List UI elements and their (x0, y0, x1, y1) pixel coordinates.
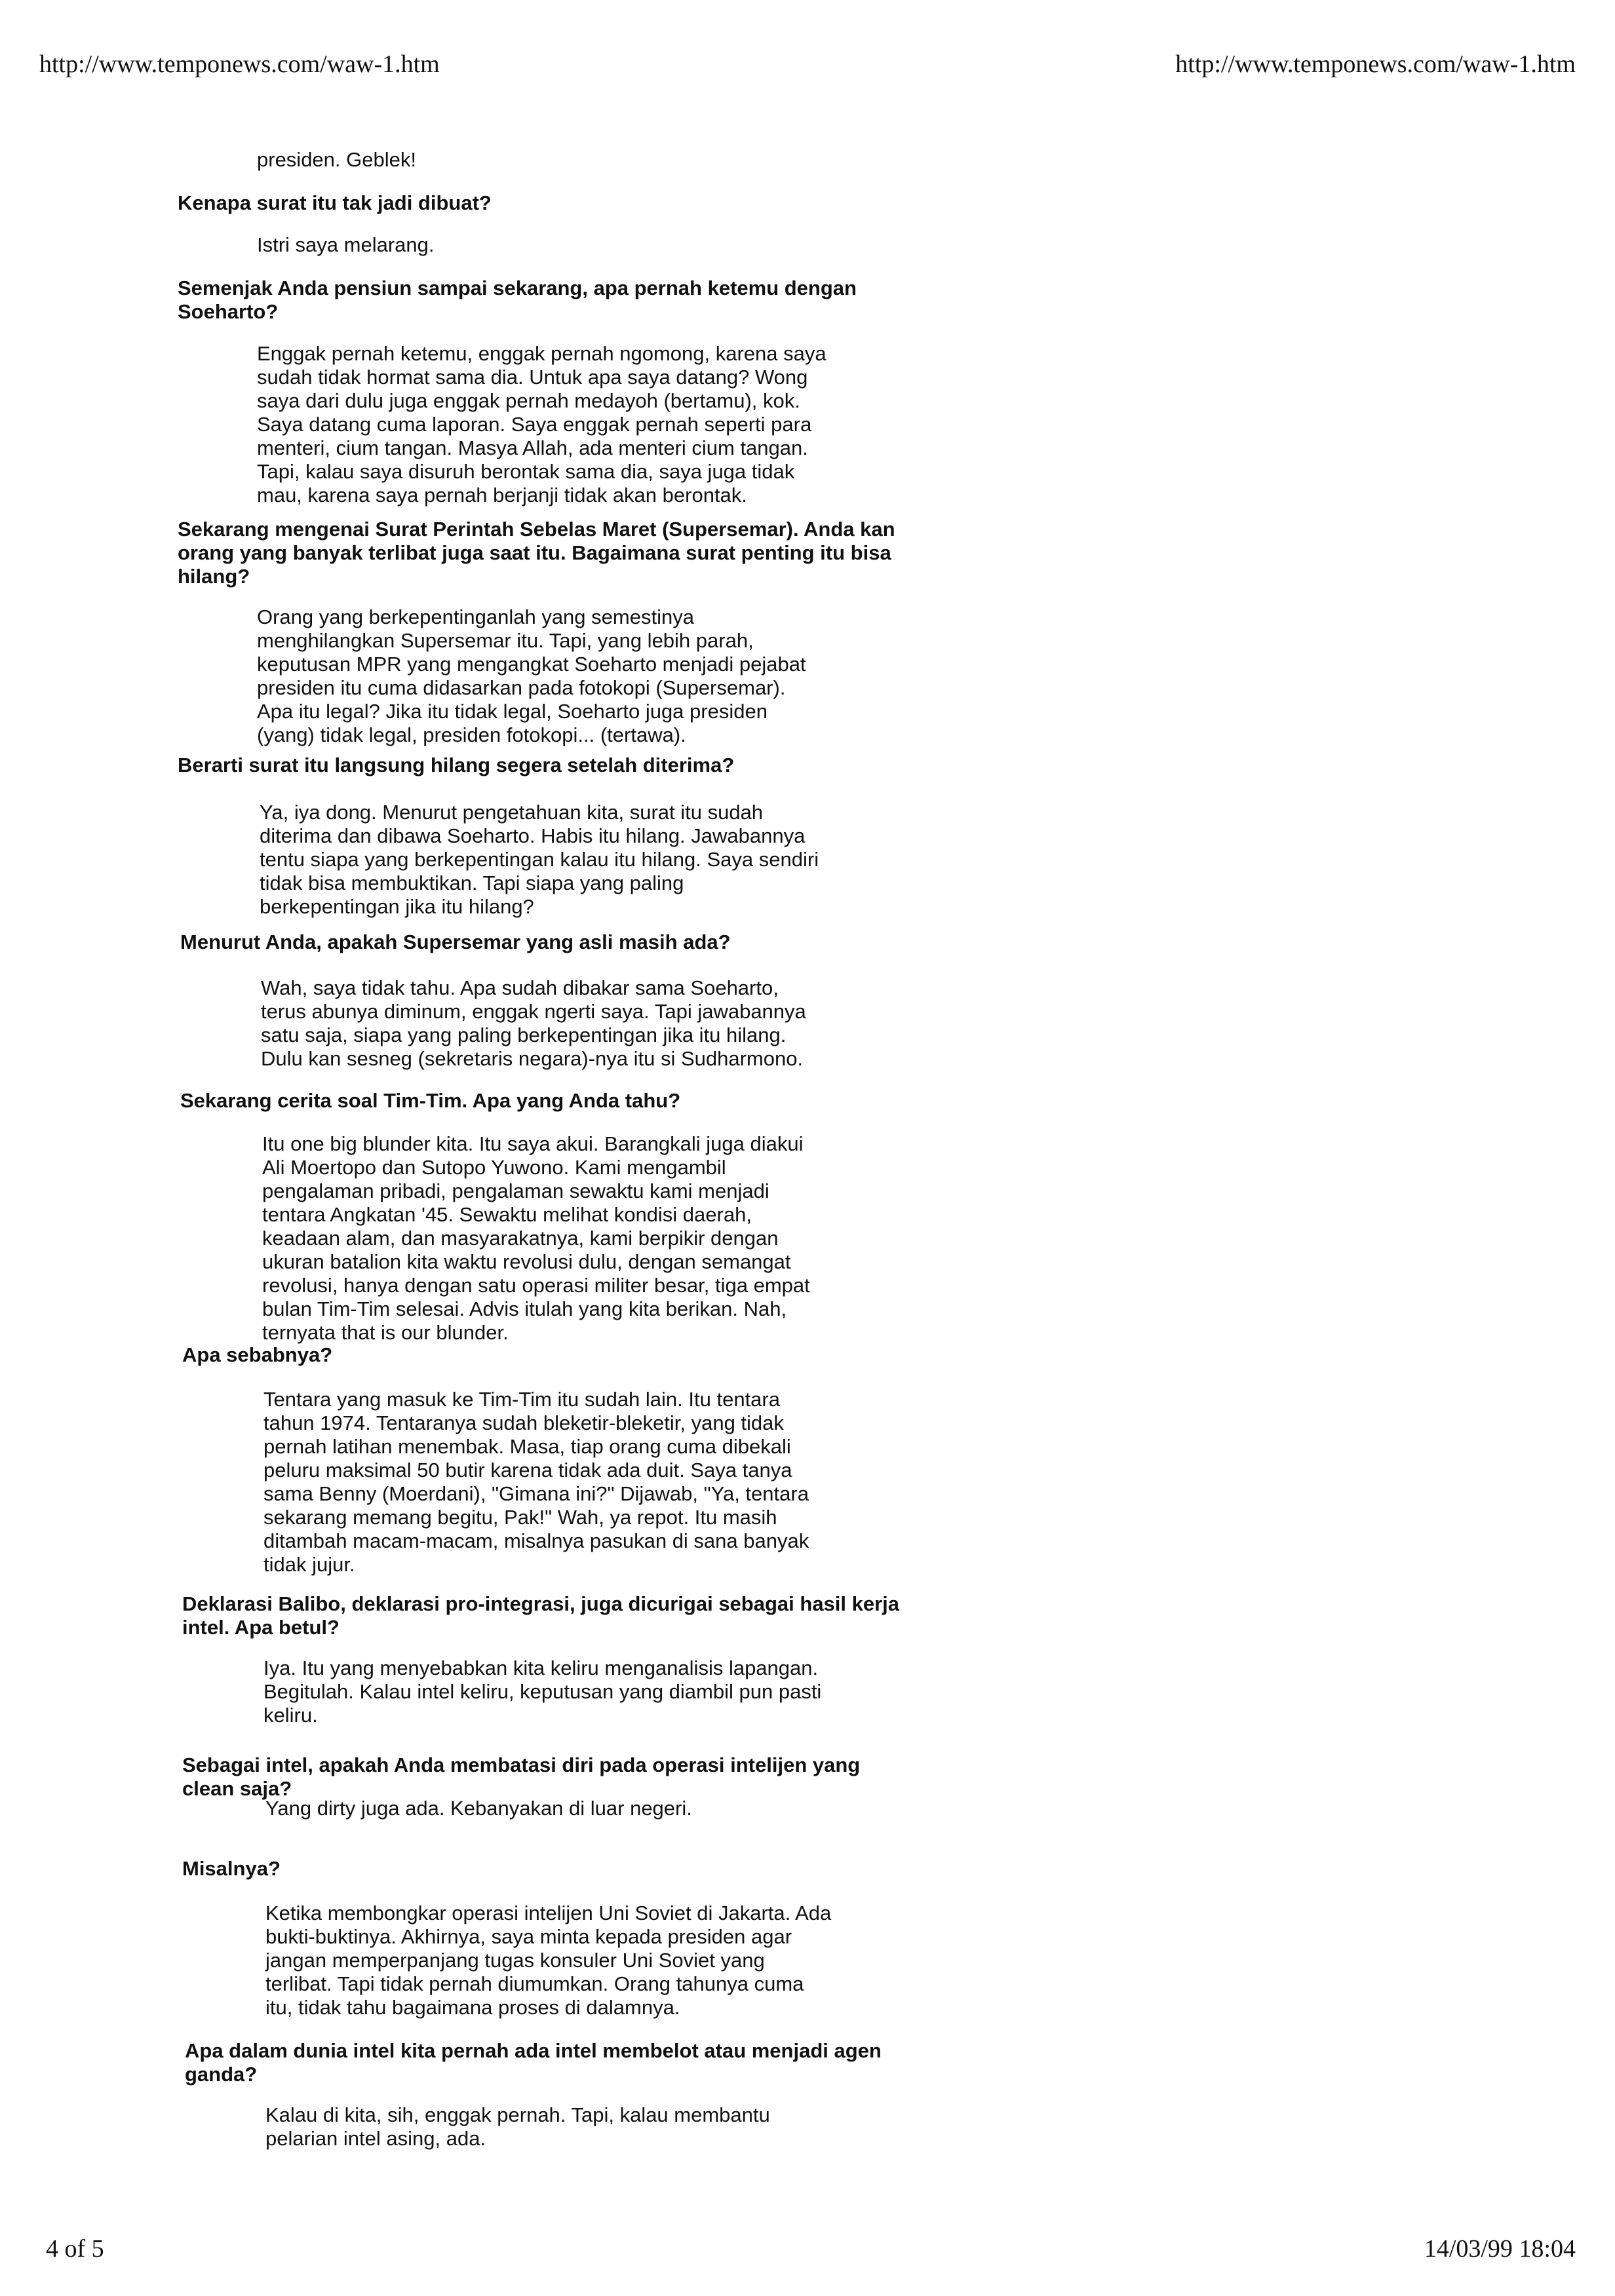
text-line: Soeharto? (178, 300, 279, 323)
text-line: Sekarang cerita soal Tim-Tim. Apa yang Anda tahu? (180, 1089, 681, 1112)
question-heading (182, 1753, 860, 1801)
answer-paragraph (257, 342, 827, 507)
text-line: Misalnya? (182, 1857, 281, 1880)
text-line: Tapi, kalau saya disuruh berontak sama dia, saya juga tidak (257, 460, 795, 483)
text-line: peluru maksimal 50 butir karena tidak ada duit. Saya tanya (263, 1459, 792, 1482)
text-line: diterima dan dibawa Soeharto. Habis itu hilang. Jawabannya (260, 824, 806, 847)
text-line: satu saja, siapa yang paling berkepentingan jika itu hilang. (261, 1024, 787, 1046)
text-line: Iya. Itu yang menyebabkan kita keliru menganalisis lapangan. (263, 1656, 819, 1679)
text-line: keliru. (263, 1704, 318, 1727)
answer-paragraph (257, 605, 806, 747)
question-heading (178, 191, 492, 215)
text-line: Enggak pernah ketemu, enggak pernah ngomong, karena saya (257, 342, 827, 365)
text-line: Dulu kan sesneg (sekretaris negara)-nya itu si Sudharmono. (261, 1047, 804, 1070)
text-line: ternyata that is our blunder. (262, 1321, 509, 1344)
text-line: Kenapa surat itu tak jadi dibuat? (178, 191, 492, 214)
text-line: Wah, saya tidak tahu. Apa sudah dibakar sama Soeharto, (261, 976, 779, 999)
text-line: jangan memperpanjang tugas konsuler Uni Soviet yang (265, 1949, 765, 1972)
text-line: tentu siapa yang berkepentingan kalau itu hilang. Saya sendiri (260, 848, 819, 871)
answer-paragraph (262, 1132, 810, 1345)
text-line: Itu one big blunder kita. Itu saya akui. Barangkali juga diakui (262, 1132, 804, 1155)
text-line: Ya, iya dong. Menurut pengetahuan kita, surat itu sudah (260, 801, 764, 824)
text-line: saya dari dulu juga enggak pernah medayoh (bertamu), kok. (257, 389, 800, 412)
text-line: Semenjak Anda pensiun sampai sekarang, apa pernah ketemu dengan (178, 277, 857, 299)
answer-paragraph (263, 1388, 809, 1577)
question-heading (180, 930, 731, 954)
answer-paragraph (265, 1902, 831, 2019)
text-line: clean saja? (182, 1777, 292, 1800)
text-line: Apa dalam dunia intel kita pernah ada intel membelot atau menjadi agen (185, 2039, 882, 2062)
text-line: Apa sebabnya? (182, 1343, 333, 1366)
text-line: Ketika membongkar operasi intelijen Uni Soviet di Jakarta. Ada (265, 1902, 832, 1924)
text-line: terlibat. Tapi tidak pernah diumumkan. Orang tahunya cuma (265, 1972, 804, 1995)
text-line: Yang dirty juga ada. Kebanyakan di luar negeri. (265, 1797, 692, 1820)
text-line: sama Benny (Moerdani), "Gimana ini?" Dijawab, "Ya, tentara (263, 1482, 809, 1505)
text-line: Menurut Anda, apakah Supersemar yang asli masih ada? (180, 930, 731, 953)
text-line: ditambah macam-macam, misalnya pasukan di sana banyak (263, 1529, 809, 1552)
text-line: orang yang banyak terlibat juga saat itu. Bagaimana surat penting itu bisa (178, 541, 891, 564)
text-line: (yang) tidak legal, presiden fotokopi... (tertawa). (257, 723, 686, 746)
text-line: Berarti surat itu langsung hilang segera setelah diterima? (178, 754, 735, 776)
answer-paragraph (263, 1656, 821, 1727)
text-line: itu, tidak tahu bagaimana proses di dalamnya. (265, 1996, 680, 2019)
text-line: tidak bisa membuktikan. Tapi siapa yang paling (260, 871, 684, 894)
text-line: revolusi, hanya dengan satu operasi militer besar, tiga empat (262, 1274, 810, 1297)
text-line: pelarian intel asing, ada. (265, 2127, 486, 2150)
text-line: hilang? (178, 565, 250, 588)
question-heading (182, 1592, 899, 1639)
answer-paragraph (260, 801, 819, 919)
question-heading (178, 754, 734, 777)
text-line: Deklarasi Balibo, deklarasi pro-integrasi, juga dicurigai sebagai hasil kerja (182, 1592, 900, 1615)
text-line: keadaan alam, dan masyarakatnya, kami berpikir dengan (262, 1227, 779, 1250)
text-line: tidak jujur. (263, 1553, 355, 1576)
text-line: ganda? (185, 2063, 258, 2086)
text-line: terus abunya diminum, enggak ngerti saya. Tapi jawabannya (261, 1000, 806, 1023)
text-line: bulan Tim-Tim selesai. Advis itulah yang kita berikan. Nah, (262, 1297, 787, 1320)
answer-paragraph (265, 2103, 770, 2151)
text-line: Sebagai intel, apakah Anda membatasi diri pada operasi intelijen yang (182, 1753, 861, 1776)
answer-paragraph (257, 233, 435, 257)
text-line: ukuran batalion kita waktu revolusi dulu, dengan semangat (262, 1250, 791, 1273)
text-line: Begitulah. Kalau intel keliru, keputusan yang diambil pun pasti (263, 1680, 822, 1703)
text-line: Orang yang berkepentinganlah yang semestinya (257, 605, 694, 628)
text-line: Istri saya melarang. (257, 233, 435, 256)
text-line: keputusan MPR yang mengangkat Soeharto menjadi pejabat (257, 653, 806, 676)
text-line: intel. Apa betul? (182, 1616, 340, 1639)
answer-paragraph (257, 148, 416, 172)
question-heading (178, 277, 857, 324)
question-heading (180, 1089, 680, 1113)
text-line: presiden. Geblek! (257, 148, 416, 171)
text-line: presiden itu cuma didasarkan pada fotokopi (Supersemar). (257, 676, 786, 699)
text-line: sudah tidak hormat sama dia. Untuk apa saya datang? Wong (257, 366, 808, 389)
text-line: pernah latihan menembak. Masa, tiap orang cuma dibekali (263, 1435, 791, 1458)
text-line: tentara Angkatan '45. Sewaktu melihat kondisi daerah, (262, 1203, 752, 1226)
text-line: Ali Moertopo dan Sutopo Yuwono. Kami mengambil (262, 1156, 726, 1179)
text-line: menghilangkan Supersemar itu. Tapi, yang lebih parah, (257, 629, 754, 652)
text-line: bukti-buktinya. Akhirnya, saya minta kepada presiden agar (265, 1925, 792, 1948)
question-heading (178, 518, 895, 588)
text-line: Apa itu legal? Jika itu tidak legal, Soeharto juga presiden (257, 700, 768, 723)
answer-paragraph (261, 976, 806, 1071)
answer-paragraph (265, 1797, 692, 1820)
text-line: Sekarang mengenai Surat Perintah Sebelas Maret (Supersemar). Anda kan (178, 518, 895, 541)
text-line: Kalau di kita, sih, enggak pernah. Tapi, kalau membantu (265, 2103, 770, 2126)
header-url-left: http://www.temponews.com/waw-1.htm (39, 50, 440, 78)
text-line: berkepentingan jika itu hilang? (260, 895, 534, 918)
header-url-right: http://www.temponews.com/waw-1.htm (1175, 50, 1576, 78)
text-line: mau, karena saya pernah berjanji tidak akan berontak. (257, 484, 747, 507)
text-line: pengalaman pribadi, pengalaman sewaktu kami menjadi (262, 1179, 769, 1202)
page-number: 4 of 5 (46, 2235, 104, 2263)
question-heading (185, 2039, 882, 2086)
text-line: tahun 1974. Tentaranya sudah bleketir-bleketir, yang tidak (263, 1411, 784, 1434)
question-heading (182, 1857, 281, 1881)
text-line: Saya datang cuma laporan. Saya enggak pernah seperti para (257, 413, 812, 436)
text-line: sekarang memang begitu, Pak!" Wah, ya repot. Itu masih (263, 1506, 777, 1529)
text-line: Tentara yang masuk ke Tim-Tim itu sudah lain. Itu tentara (263, 1388, 780, 1411)
question-heading (182, 1343, 332, 1367)
text-line: menteri, cium tangan. Masya Allah, ada menteri cium tangan. (257, 436, 808, 459)
print-datetime: 14/03/99 18:04 (1424, 2235, 1576, 2263)
